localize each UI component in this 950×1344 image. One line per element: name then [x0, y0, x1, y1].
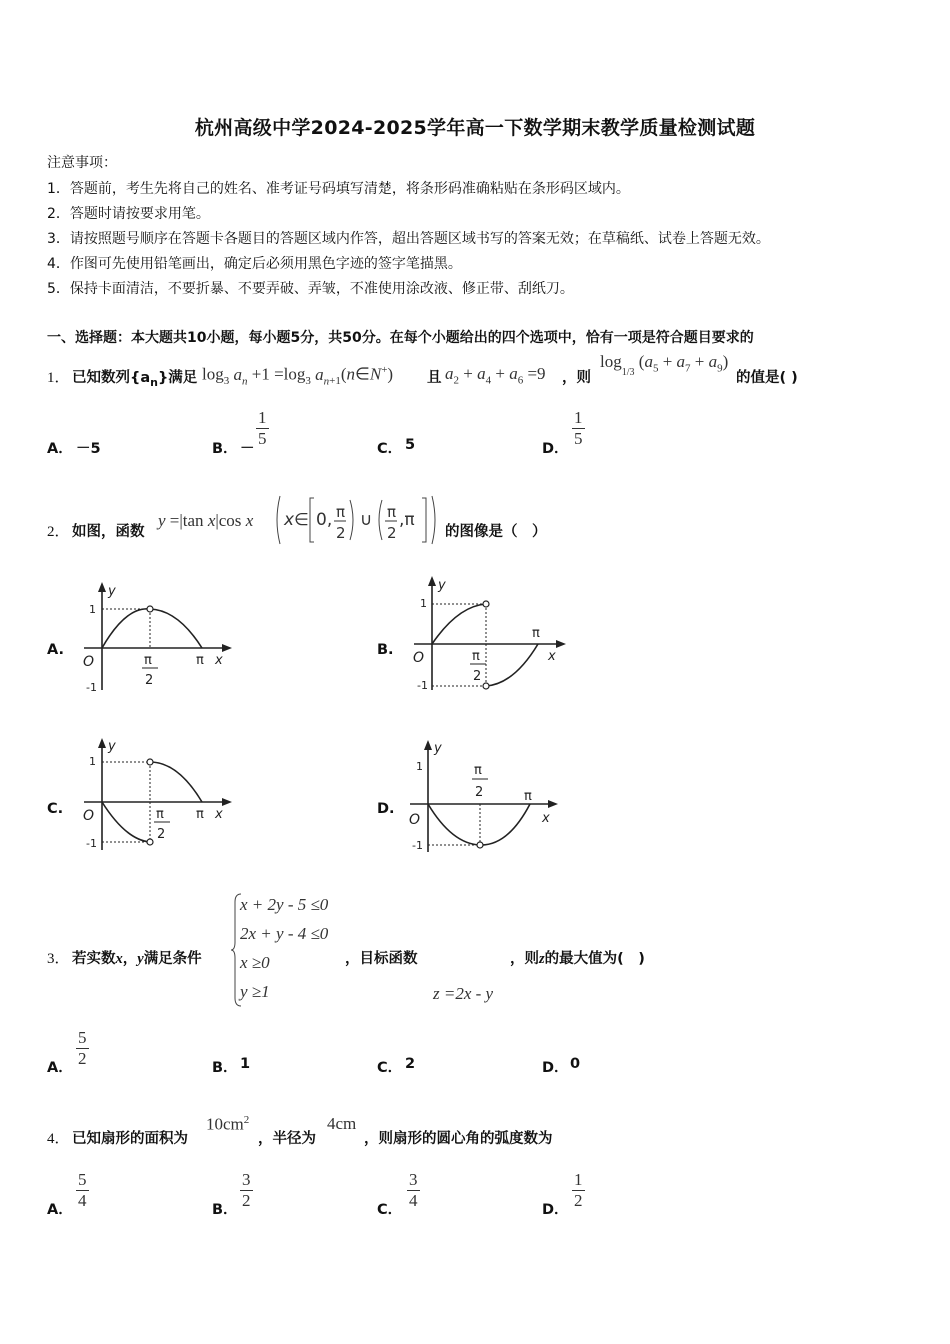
notice-item: 3．请按照题号顺序在答题卡各题目的答题区域内作答，超出答题区域书写的答案无效；在草稿纸、试卷上答题无效。 [47, 231, 770, 247]
option-b-fraction: $\frac{3}{2}$ [242, 1170, 251, 1210]
x-axis-label: x [542, 811, 550, 826]
option-b-label[interactable]: B． [212, 1202, 238, 1218]
question-number: 4． [47, 1131, 70, 1147]
option-b-fraction: $\frac{1}{5}$ [258, 408, 267, 448]
tick-minus-1: -1 [417, 679, 428, 692]
option-a-fraction: $\frac{5}{4}$ [78, 1170, 87, 1210]
option-a-label[interactable]: A. [47, 642, 64, 658]
tick-1: 1 [89, 603, 96, 616]
option-b-label[interactable]: B. [377, 642, 394, 658]
condition-1: x + 2y - 5 ≤0 [240, 895, 329, 914]
graph-option-b[interactable] [408, 572, 573, 694]
question-text: 的图像是（ ） [445, 524, 547, 540]
x-axis-label: x [548, 649, 556, 664]
question-text: 已知数列$\{a_n\}$满足 [72, 370, 198, 389]
option-a-label[interactable]: A． [47, 1060, 73, 1076]
page-title: 杭州高级中学2024-2025学年高一下数学期末教学质量检测试题 [194, 117, 756, 139]
tick-1: 1 [420, 597, 427, 610]
svg-text:0,: 0, [316, 510, 333, 530]
option-a-fraction: $\frac{5}{2}$ [78, 1028, 87, 1068]
notice-item: 1．答题前，考生先将自己的姓名、准考证号码填写清楚，将条形码准确粘贴在条形码区域内。 [47, 181, 630, 197]
question-text: ，半径为 [258, 1131, 316, 1147]
option-c-label[interactable]: C． [377, 1060, 403, 1076]
y-axis-label: y [108, 584, 116, 599]
option-d-label[interactable]: D． [542, 1202, 569, 1218]
x-axis-label: x [215, 653, 223, 668]
svg-text:x: x [284, 510, 295, 530]
tick-minus-1: -1 [412, 839, 423, 852]
option-d-label[interactable]: D． [542, 441, 569, 457]
section-heading: 一、选择题：本大题共10小题，每小题5分，共50分。在每个小题给出的四个选项中，恰有一项是符合题目要求的 [47, 330, 754, 346]
svg-text:∈: ∈ [294, 510, 309, 530]
notice-item: 2．答题时请按要求用笔。 [47, 206, 210, 222]
option-c-label[interactable]: C． [377, 1202, 403, 1218]
sector-radius: 4cm [327, 1114, 357, 1133]
pi-over-2-num: π [472, 649, 480, 664]
origin-label: O [83, 654, 95, 670]
option-c-fraction: $\frac{3}{4}$ [409, 1170, 418, 1210]
question-text: 若实数x，y满足条件 [72, 951, 202, 967]
pi-label: π [532, 626, 540, 641]
pi-over-2-num: π [156, 807, 164, 822]
question-text: ，则扇形的圆心角的弧度数为 [364, 1131, 553, 1147]
y-axis-label: y [108, 739, 116, 754]
math-function: y =|tan x|cos x [158, 511, 254, 530]
pi-label: π [524, 789, 532, 804]
option-b-label[interactable]: B． [212, 1060, 238, 1076]
pi-over-2-num: π [144, 653, 152, 668]
option-d-fraction: $\frac{1}{5}$ [574, 408, 583, 448]
question-number: 1． [47, 370, 70, 386]
question-text: ，目标函数 [345, 951, 418, 967]
notice-heading: 注意事项： [47, 155, 117, 171]
condition-3: x ≥0 [240, 953, 270, 972]
svg-text:2: 2 [387, 524, 397, 542]
tick-minus-1: -1 [86, 837, 97, 850]
pi-label: π [196, 653, 204, 668]
svg-text:∪: ∪ [360, 510, 373, 530]
math-equation: $\log_3 a_n +1 =\log_3$ $a_{n+1}(n\in N^+)$ [202, 364, 394, 388]
option-d-fraction: $\frac{1}{2}$ [574, 1170, 583, 1210]
pi-over-2-num: π [474, 763, 482, 778]
option-c-value: 2 [405, 1056, 416, 1072]
option-d-label[interactable]: D． [542, 1060, 569, 1076]
option-b-sign: － [240, 441, 255, 457]
option-d-label[interactable]: D. [377, 801, 395, 817]
origin-label: O [83, 808, 95, 824]
pi-label: π [196, 807, 204, 822]
graph-option-a[interactable] [78, 580, 238, 698]
math-expression: $\log_{1/3} (a_5 + a_7 + a_9)$ [600, 352, 729, 379]
condition-4: y ≥1 [240, 982, 270, 1001]
option-c-value: 5 [405, 437, 416, 453]
math-equation: $a_2 + a_4 + a_6 =9$ [445, 364, 546, 387]
option-d-value: 0 [570, 1056, 581, 1072]
option-b-label[interactable]: B． [212, 441, 238, 457]
notice-item: 4．作图可先使用铅笔画出，确定后必须用黑色字迹的签字笔描黑。 [47, 256, 462, 272]
option-a-label[interactable]: A． [47, 441, 73, 457]
pi-over-2-den: 2 [473, 669, 482, 684]
question-text: ，则 [562, 370, 591, 386]
question-text: 如图，函数 [72, 524, 145, 540]
question-text: 的值是( ) [736, 370, 798, 386]
tick-1: 1 [416, 760, 423, 773]
svg-text:π: π [387, 503, 397, 521]
svg-text:2: 2 [336, 524, 346, 542]
condition-2: 2x + y - 4 ≤0 [240, 924, 329, 943]
domain-expression [272, 494, 444, 546]
y-axis-label: y [434, 741, 442, 756]
graph-option-c[interactable] [78, 734, 238, 854]
pi-over-2-den: 2 [145, 673, 154, 688]
option-c-label[interactable]: C. [47, 801, 64, 817]
x-axis-label: x [215, 807, 223, 822]
option-a-value: －5 [76, 441, 101, 457]
graph-option-d[interactable] [400, 736, 565, 856]
svg-text:,π: ,π [399, 510, 415, 530]
tick-minus-1: -1 [86, 681, 97, 694]
question-text: ，则z的最大值为( ) [510, 951, 645, 967]
y-axis-label: y [438, 578, 446, 593]
origin-label: O [413, 650, 425, 666]
question-number: 3． [47, 951, 70, 967]
pi-over-2-den: 2 [475, 785, 484, 800]
sector-area: $10cm^2$ [206, 1114, 250, 1134]
origin-label: O [409, 812, 421, 828]
question-number: 2． [47, 524, 70, 540]
option-b-value: 1 [240, 1056, 251, 1072]
notice-item: 5．保持卡面清洁，不要折暴、不要弄破、弄皱，不准使用涂改液、修正带、刮纸刀。 [47, 281, 574, 297]
pi-over-2-den: 2 [157, 827, 166, 842]
question-text: 已知扇形的面积为 [72, 1131, 188, 1147]
question-text: 且 [427, 370, 442, 386]
svg-text:π: π [336, 503, 346, 521]
tick-1: 1 [89, 755, 96, 768]
option-c-label[interactable]: C． [377, 441, 403, 457]
objective-function: z =2x - y [433, 984, 494, 1003]
option-a-label[interactable]: A． [47, 1202, 73, 1218]
